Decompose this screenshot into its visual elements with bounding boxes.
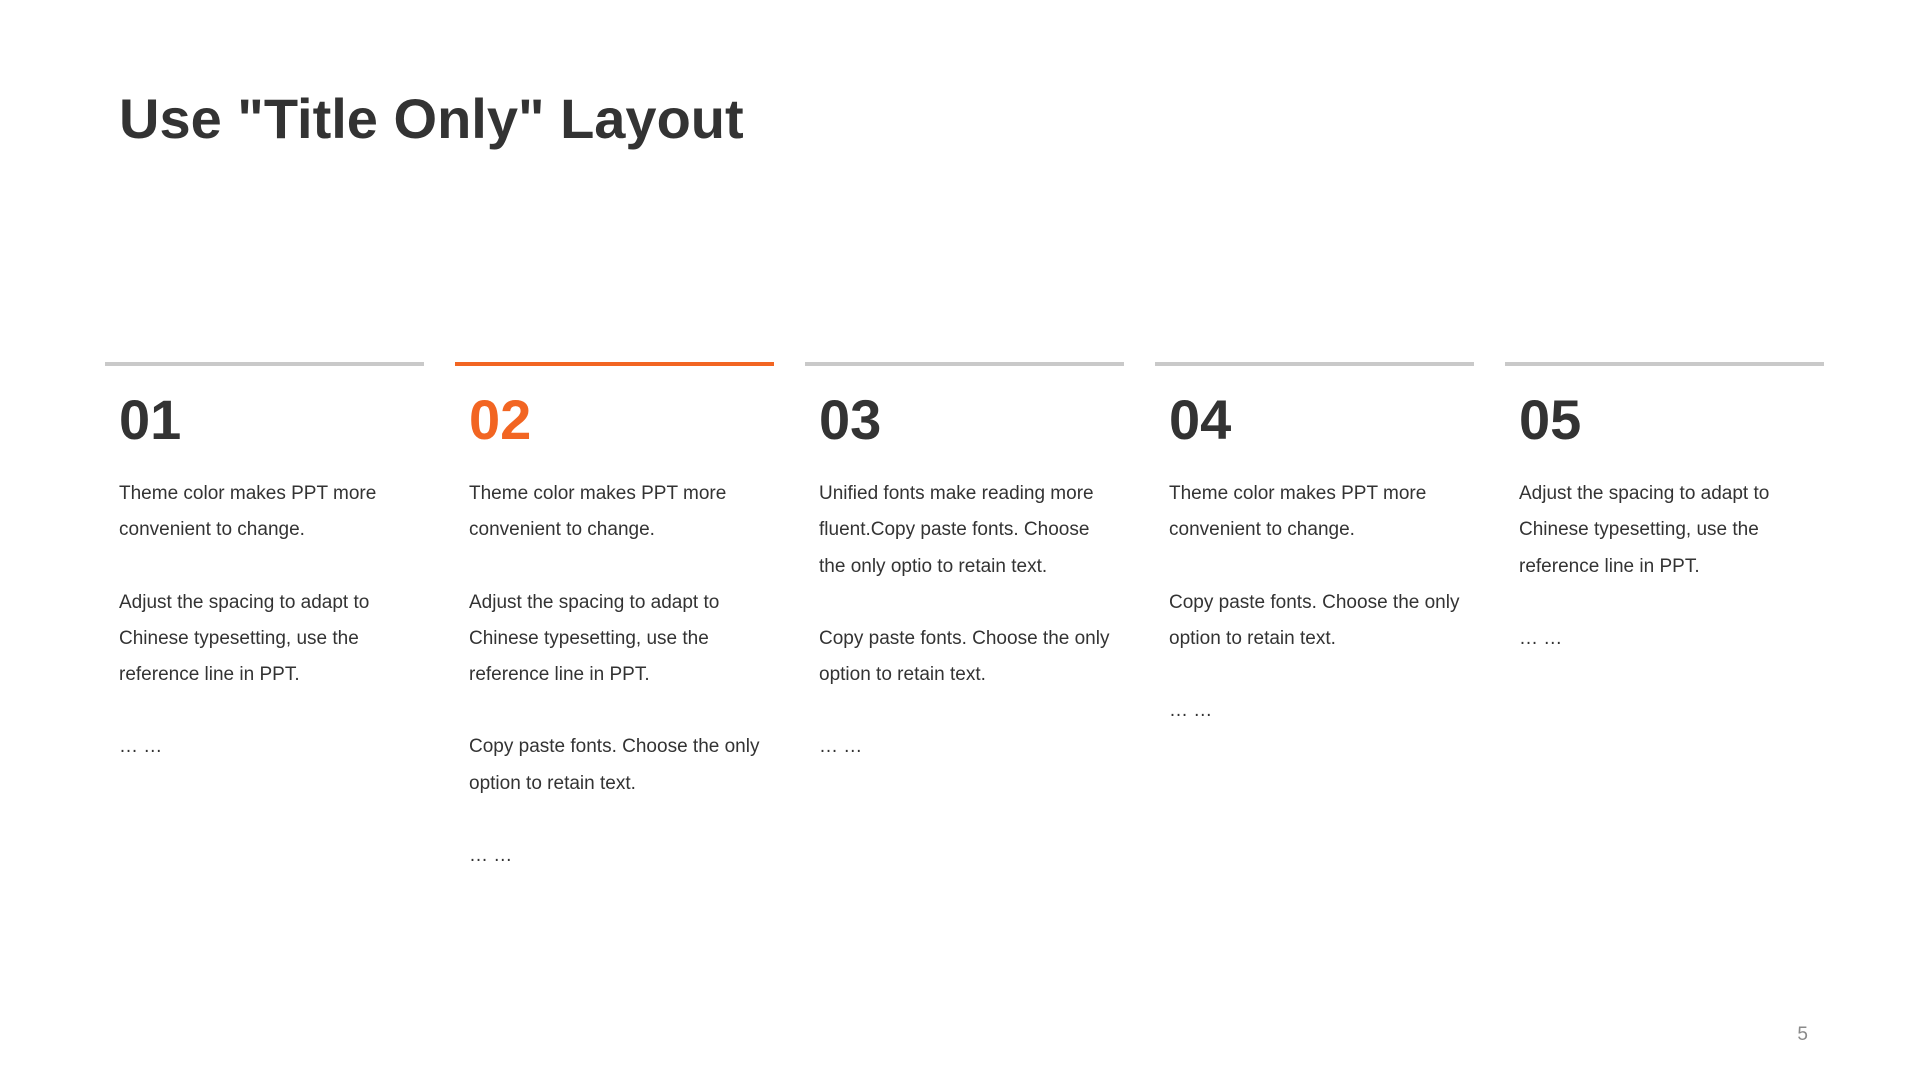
column-05 xyxy=(1505,362,1824,693)
column-paragraph: … … xyxy=(469,845,513,867)
column-paragraph: Theme color makes PPT more convenient to change. xyxy=(469,483,727,541)
column-paragraph: Adjust the spacing to adapt to Chinese typesetting, use the reference line in PPT. xyxy=(469,591,720,686)
column-paragraph: Adjust the spacing to adapt to Chinese typesetting, use the reference line in PPT. xyxy=(119,591,370,686)
column-number: 03 xyxy=(819,388,882,451)
column-paragraph: Copy paste fonts. Choose the only option to retain text. xyxy=(469,736,760,794)
column-rule xyxy=(805,362,1124,366)
column-04 xyxy=(1155,362,1474,765)
page-number: 5 xyxy=(1797,1024,1808,1045)
column-paragraph: Copy paste fonts. Choose the only option to retain text. xyxy=(819,627,1110,686)
slide-title: Use "Title Only" Layout xyxy=(119,87,744,150)
column-body xyxy=(819,476,1119,766)
column-paragraph: Unified fonts make reading more fluent.Copy paste fonts. Choose the only optio to retain text. xyxy=(819,483,1094,577)
column-body xyxy=(119,476,419,766)
column-paragraph: … … xyxy=(119,736,163,758)
column-paragraph: … … xyxy=(1169,700,1213,722)
column-body xyxy=(469,476,769,874)
column-number: 05 xyxy=(1519,388,1582,451)
column-body xyxy=(1519,476,1819,657)
column-paragraph: Theme color makes PPT more convenient to change. xyxy=(1169,483,1427,541)
column-03 xyxy=(805,362,1124,802)
column-number: 02 xyxy=(469,388,532,451)
column-body xyxy=(1169,476,1469,729)
column-paragraph: Adjust the spacing to adapt to Chinese typesetting, use the reference line in PPT. xyxy=(1519,483,1770,577)
column-paragraph: Theme color makes PPT more convenient to change. xyxy=(119,483,377,541)
column-number: 01 xyxy=(119,388,182,451)
column-01 xyxy=(105,362,424,802)
column-paragraph: … … xyxy=(819,736,863,758)
column-paragraph: Copy paste fonts. Choose the only option to retain text. xyxy=(1169,591,1460,649)
column-rule xyxy=(1505,362,1824,366)
column-paragraph: … … xyxy=(1519,627,1563,649)
column-rule-active xyxy=(455,362,774,366)
column-rule xyxy=(1155,362,1474,366)
column-number: 04 xyxy=(1169,388,1232,451)
column-02 xyxy=(455,362,774,910)
column-rule xyxy=(105,362,424,366)
